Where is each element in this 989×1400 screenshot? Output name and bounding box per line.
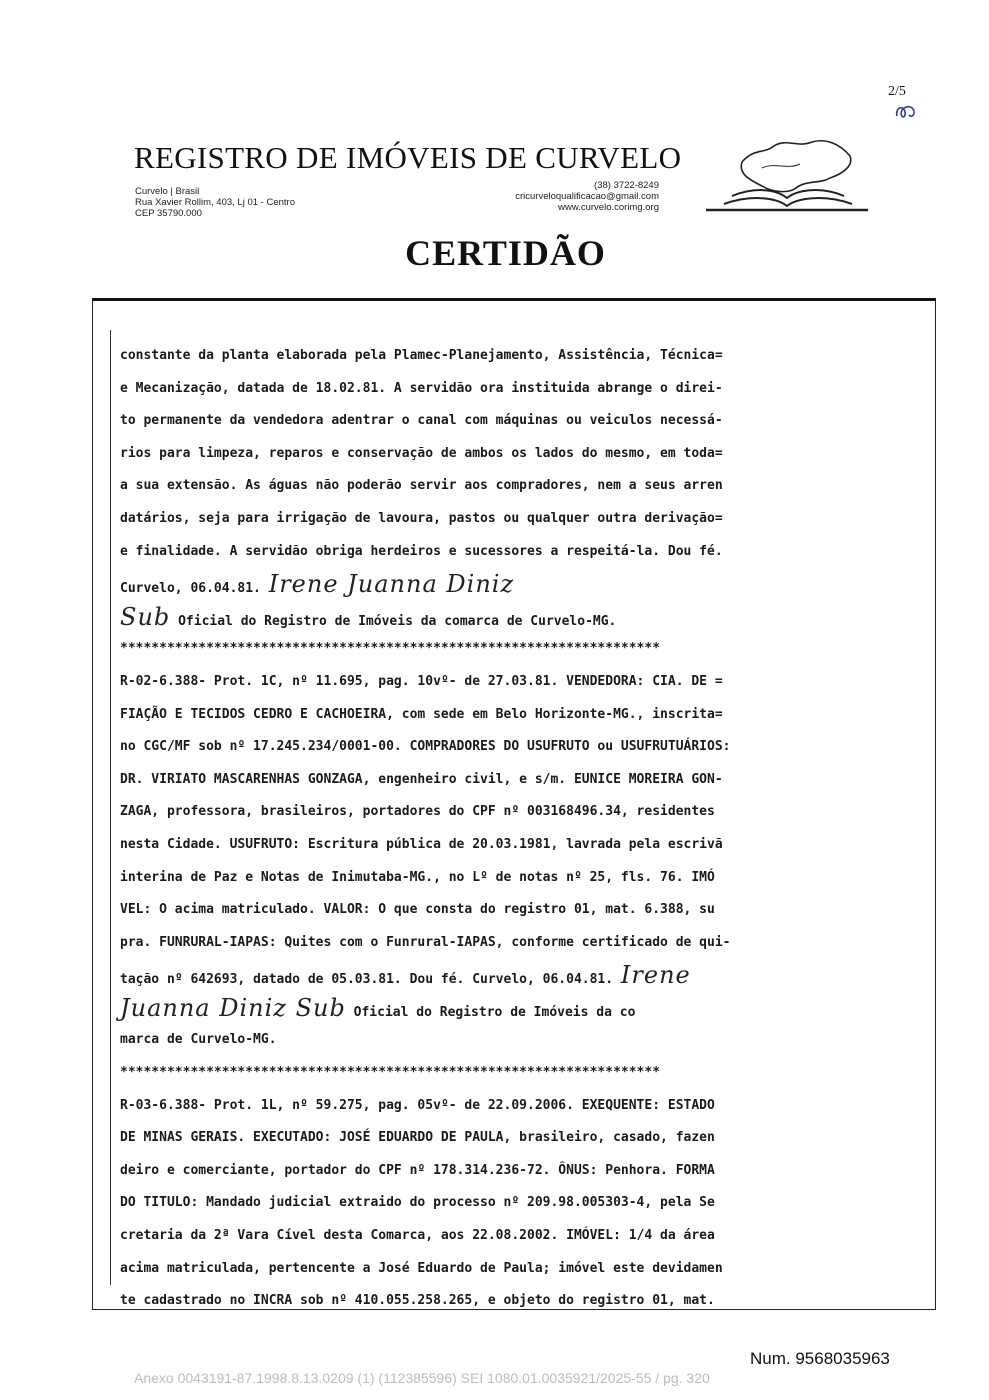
ledger-line: a sua extensão. As águas não poderão servir aos compradores, nem a seus arren bbox=[120, 478, 723, 494]
contact-email: cricurveloqualificacao@gmail.com bbox=[515, 191, 659, 202]
ledger-line: R-03-6.388- Prot. 1L, nº 59.275, pag. 05vº- de 22.09.2006. EXEQUENTE: ESTADO bbox=[120, 1097, 715, 1113]
signature: Sub bbox=[120, 602, 171, 631]
ledger-line: to permanente da vendedora adentrar o canal com máquinas ou veiculos necessá- bbox=[120, 413, 723, 429]
ledger-line: rios para limpeza, reparos e conservação de ambos os lados do mesmo, em toda= bbox=[120, 445, 723, 461]
ledger-line-text: Curvelo, 06.04.81. bbox=[120, 581, 261, 597]
ledger-separator: ********************************************************************* bbox=[120, 641, 661, 657]
contact-phone: (38) 3722-8249 bbox=[594, 180, 659, 191]
ledger-line: cretaria da 2ª Vara Cível desta Comarca, aos 22.08.2002. IMÓVEL: 1/4 da área bbox=[120, 1228, 715, 1244]
signature: Irene bbox=[620, 961, 691, 990]
registry-logo bbox=[702, 134, 872, 216]
office-name: REGISTRO DE IMÓVEIS DE CURVELO bbox=[134, 140, 682, 175]
ledger-line-text: tação nº 642693, datado de 05.03.81. Dou fé. Curvelo, 06.04.81. bbox=[120, 972, 614, 988]
ledger-line: DO TITULO: Mandado judicial extraido do processo nº 209.98.005303-4, pela Se bbox=[120, 1195, 715, 1211]
document-number-stamp: Num. 9568035963 bbox=[750, 1349, 890, 1368]
signature: Juanna Diniz Sub bbox=[120, 993, 346, 1022]
ledger-line-text: Oficial do Registro de Imóveis da co bbox=[353, 1004, 636, 1020]
address-line: CEP 35790.000 bbox=[135, 208, 202, 219]
ledger-separator: ********************************************************************* bbox=[120, 1065, 661, 1081]
address-line: Curvelo | Brasil bbox=[135, 186, 200, 197]
signature: Irene Juanna Diniz bbox=[268, 570, 515, 599]
ledger-line: e finalidade. A servidão obriga herdeiros e sucessores a respeitá-la. Dou fé. bbox=[120, 543, 723, 559]
ledger-line: R-02-6.388- Prot. 1C, nº 11.695, pag. 10vº- de 27.03.81. VENDEDORA: CIA. DE = bbox=[120, 673, 723, 689]
ledger-line: DE MINAS GERAIS. EXECUTADO: JOSÉ EDUARDO DE PAULA, brasileiro, casado, fazen bbox=[120, 1130, 715, 1146]
office-address bbox=[135, 186, 295, 219]
ledger-text bbox=[120, 340, 910, 1318]
ledger-line: acima matriculada, pertencente a José Eduardo de Paula; imóvel este devidamen bbox=[120, 1260, 723, 1276]
ledger-line: DR. VIRIATO MASCARENHAS GONZAGA, engenheiro civil, e s/m. EUNICE MOREIRA GON- bbox=[120, 771, 723, 787]
ledger-line: FIAÇÃO E TECIDOS CEDRO E CACHOEIRA, com sede em Belo Horizonte-MG., inscrita= bbox=[120, 706, 723, 722]
page-number: 2/5 bbox=[888, 84, 906, 99]
ledger-line: ZAGA, professora, brasileiros, portadores do CPF nº 003168496.34, residentes bbox=[120, 804, 715, 820]
document-title: CERTIDÃO bbox=[405, 233, 606, 273]
ledger-line: VEL: O acima matriculado. VALOR: O que consta do registro 01, mat. 6.388, su bbox=[120, 902, 715, 918]
ledger-line-with-signature bbox=[120, 992, 910, 1025]
ledger-line: e Mecanização, datada de 18.02.81. A servidão ora instituida abrange o direi- bbox=[120, 380, 723, 396]
ledger-line-with-signature bbox=[120, 959, 910, 992]
handwritten-initial-mark bbox=[893, 100, 919, 122]
ledger-line: constante da planta elaborada pela Plamec-Planejamento, Assistência, Técnica= bbox=[120, 348, 723, 363]
contact-website: www.curvelo.corimg.org bbox=[558, 202, 659, 213]
ledger-line-text: Oficial do Registro de Imóveis da comarca de Curvelo-MG. bbox=[178, 613, 617, 629]
ledger-line-with-signature bbox=[120, 601, 910, 634]
office-contact bbox=[515, 180, 659, 213]
ledger-line: deiro e comerciante, portador do CPF nº 178.314.236-72. ÔNUS: Penhora. FORMA bbox=[120, 1162, 715, 1178]
footer-reference: Anexo 0043191-87.1998.8.13.0209 (1) (112385596) SEI 1080.01.0035921/2025-55 / pg. 320 bbox=[134, 1370, 710, 1386]
ledger-line: datários, seja para irrigação de lavoura, pastos ou qualquer outra derivação= bbox=[120, 510, 723, 526]
ledger-line: te cadastrado no INCRA sob nº 410.055.258.265, e objeto do registro 01, mat. bbox=[120, 1293, 715, 1309]
ledger-line: pra. FUNRURAL-IAPAS: Quites com o Funrural-IAPAS, conforme certificado de qui- bbox=[120, 934, 731, 950]
address-line: Rua Xavier Rollim, 403, Lj 01 - Centro bbox=[135, 197, 295, 208]
ledger-line: nesta Cidade. USUFRUTO: Escritura pública de 20.03.1981, lavrada pela escrivã bbox=[120, 836, 723, 852]
ledger-line: interina de Paz e Notas de Inimutaba-MG., no Lº de notas nº 25, fls. 76. IMÓ bbox=[120, 869, 715, 885]
ledger-margin-line bbox=[110, 330, 111, 1285]
ledger-line: no CGC/MF sob nº 17.245.234/0001-00. COMPRADORES DO USUFRUTO ou USUFRUTUÁRIOS: bbox=[120, 739, 731, 755]
ledger-line: marca de Curvelo-MG. bbox=[120, 1032, 277, 1048]
ledger-line-with-signature bbox=[120, 568, 910, 601]
